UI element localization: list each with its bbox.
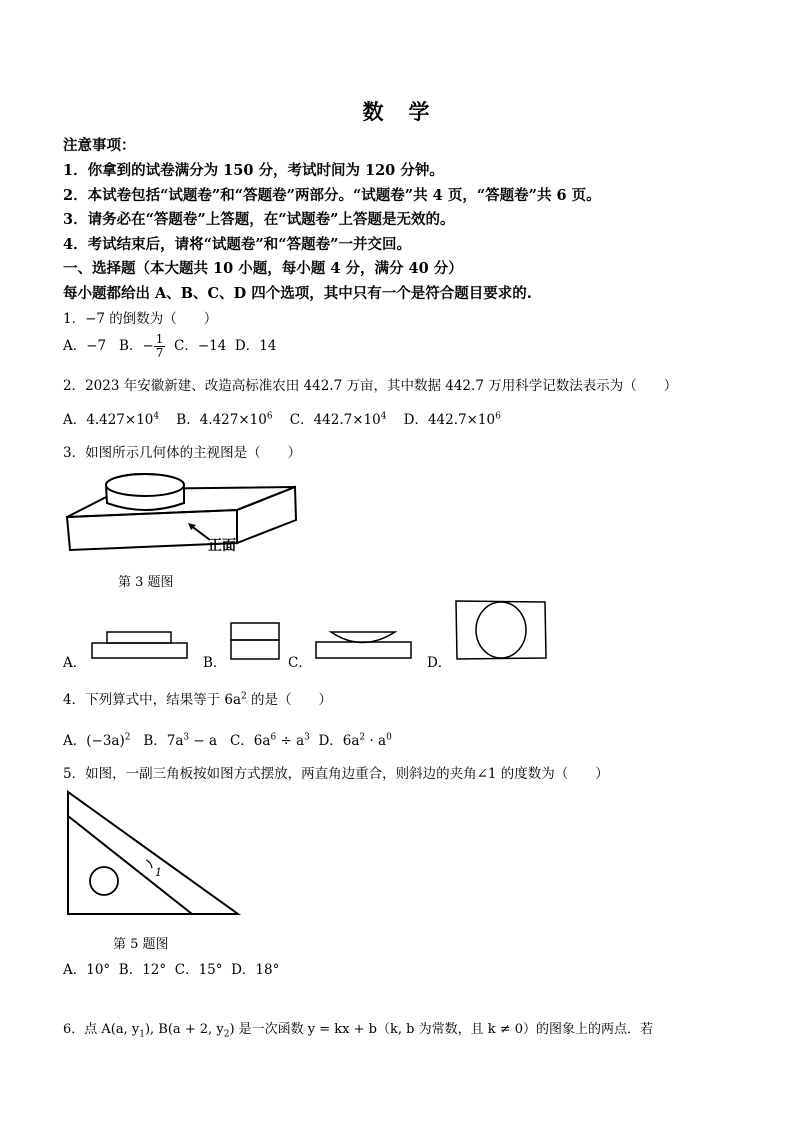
q5-stem: 5．如图，一副三角板按如图方式摆放，两直角边重合，则斜边的夹角∠1 的度数为（ ） [63, 766, 609, 782]
note-item-1: 1．你拿到的试卷满分为 150 分，考试时间为 120 分钟。 [63, 162, 444, 179]
q3-label-d: D． [427, 655, 452, 671]
q1-stem: 1．−7 的倒数为（ ） [63, 311, 218, 327]
q5-options [63, 958, 279, 978]
q4-stem: 4．下列算式中，结果等于 $6a^2$ 的是（ ） [63, 691, 333, 708]
note-item-4: 4．考试结束后，请将“试题卷”和“答题卷”一并交回。 [63, 236, 411, 253]
q1-option-a: A．−7 [63, 338, 107, 354]
page-title: 数 学 [362, 99, 432, 124]
q3-option-a-figure [90, 630, 190, 662]
section-heading: 一、选择题（本大题共 10 小题，每小题 4 分，满分 40 分） [63, 260, 463, 277]
q3-option-d-figure [454, 599, 548, 663]
q6-stem: 6．点 A(a, $y_1$), B(a + 2, $y_2$) 是一次函数 y = kx + b（k, b 为常数，且 k ≠ 0）的图象上的两点．若 [63, 1022, 654, 1040]
q3-label-c: C． [288, 655, 312, 671]
q5-option-b: B．12° [118, 962, 167, 978]
q5-angle-label: 1 [155, 866, 162, 879]
q3-caption: 第 3 题图 [118, 575, 174, 590]
note-item-2: 2．本试卷包括“试题卷”和“答题卷”两部分。“试题卷”共 4 页，“答题卷”共 6 页。 [63, 187, 601, 204]
q4-option-b: B．$7a^3 - a$ [143, 732, 218, 749]
q1-options [63, 333, 276, 360]
q2-option-c: C．$442.7\times 10^4$ [289, 411, 387, 428]
q4-option-c: C．$6a^6 \div a^3$ [229, 732, 310, 749]
q3-stem: 3．如图所示几何体的主视图是（ ） [63, 445, 302, 461]
q1-option-d: D．14 [234, 338, 277, 354]
q2-options [63, 408, 501, 428]
q3-label-a: A． [63, 655, 87, 671]
q1-option-b: B．− $\frac{1}{7}$ [119, 332, 164, 360]
q5-caption: 第 5 题图 [113, 937, 169, 952]
q5-triangles-figure [62, 788, 247, 918]
q5-option-d: D．18° [231, 962, 280, 978]
q4-options [63, 729, 392, 749]
q2-stem: 2．2023 年安徽新建、改造高标准农田 442.7 万亩，其中数据 442.7 万用科学记数法表示为（ ） [63, 378, 678, 394]
q4-option-d: D．$6a^2 \cdot a^0$ [318, 732, 392, 749]
q2-option-d: D．$442.7\times 10^6$ [403, 411, 501, 428]
note-item-3: 3．请务必在“答题卷”上答题，在“试题卷”上答题是无效的。 [63, 211, 455, 228]
q4-option-a: A．$(-3a)^2$ [63, 732, 131, 749]
q5-option-c: C．15° [174, 962, 223, 978]
q3-front-label: 正面 [208, 538, 236, 554]
q1-option-c: C．−14 [174, 338, 227, 354]
q3-option-b-figure [229, 622, 284, 662]
q3-label-b: B． [203, 655, 227, 671]
q2-option-b: B．$4.427\times 10^6$ [176, 411, 273, 428]
q5-option-a: A．10° [63, 962, 111, 978]
section-instruction: 每小题都给出 A、B、C、D 四个选项，其中只有一个是符合题目要求的. [63, 285, 532, 302]
q3-option-c-figure [314, 625, 414, 662]
notes-heading: 注意事项： [63, 137, 136, 154]
q2-option-a: A．$4.427\times 10^4$ [63, 411, 160, 428]
